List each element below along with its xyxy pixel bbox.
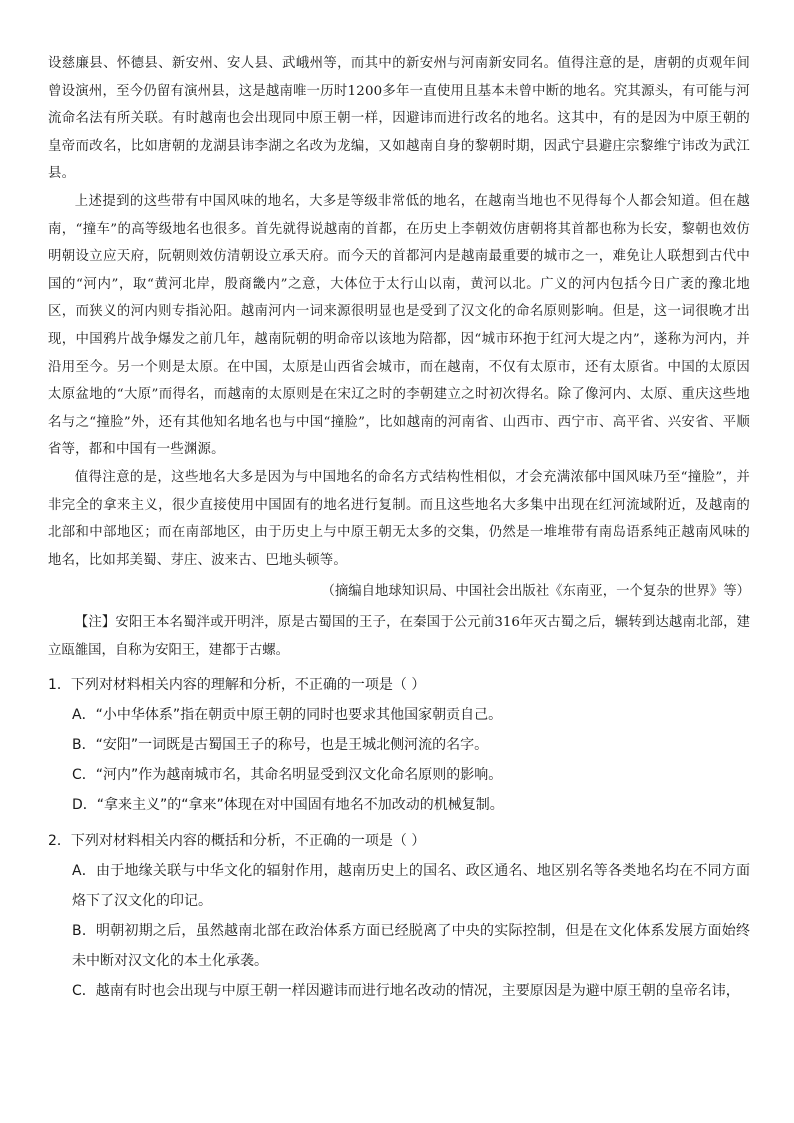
passage-paragraph-2: 上述提到的这些带有中国风味的地名，大多是等级非常低的地名，在越南当地也不见得每个人都会知道。但在越南，“撞车”的高等级地名也很多。首先就得说越南的首都，在历史上李朝效仿唐朝将其首都也称为长安，黎朝也效仿明朝设立应天府，阮朝则效仿清朝设立承天府。而今天的首都河内是越南最重要的城市之一，难免让人联想到古代中国的“河内”，取“黄河北岸，殷商畿内”之意，大体位于太行山以南，黄河以北。广义的河内包括今日广袤的豫北地区，而狭义的河内则专指沁阳。越南河内一词来源很明显也是受到了汉文化的命名原则影响。但是，这一词很晚才出现，中国鸦片战争爆发之前几年，越南阮朝的明命帝以该地为陪都，因“城市环抱于红河大堤之内”，遂称为河内，并沿用至今。另一个则是太原。在中国，太原是山西省会城市，而在越南，不仅有太原市，还有太原省。中国的太原因太原盆地的“大原”而得名，而越南的太原则是在宋辽之时的李朝建立之时初次得名。除了像河内、太原、重庆这些地名与之“撞脸”外，还有其他知名地名也与中国“撞脸”，比如越南的河南省、山西市、西宁市、高平省、兴安省、平顺省等，都和中国有一些渊源。 (48, 193, 750, 458)
question-1 (48, 670, 750, 820)
option-c[interactable]: C．越南有时也会出现与中原王朝一样因避讳而进行地名改动的情况，主要原因是为避中原王朝的皇帝名讳， (72, 983, 740, 1000)
question-stem: 1．下列对材料相关内容的理解和分析，不正确的一项是（ ） (48, 677, 426, 694)
option-b[interactable]: B．明朝初期之后，虽然越南北部在政治体系方面已经脱离了中央的实际控制，但是在文化体系发展方面始终未中断对汉文化的本土化承袭。 (72, 923, 750, 970)
passage-paragraph-3: 值得注意的是，这些地名大多是因为与中国地名的命名方式结构性相似，才会充满浓郁中国风味乃至“撞脸”，并非完全的拿来主义，很少直接使用中国固有的地名进行复制。而且这些地名大多集中出现在红河流域附近，及越南的北部和中部地区；而在南部地区，由于历史上与中原王朝无太多的交集，仍然是一堆堆带有南岛语系纯正越南风味的地名，比如邦美蜀、芽庄、波来古、巴地头顿等。 (48, 469, 750, 568)
passage-note: 【注】安阳王本名蜀泮或开明泮，原是古蜀国的王子，在秦国于公元前316年灭古蜀之后，辗转到达越南北部，建立瓯雒国，自称为安阳王，建都于古螺。 (48, 615, 750, 658)
option-a[interactable]: A．由于地缘关联与中华文化的辐射作用，越南历史上的国名、政区通名、地区别名等各类地名均在不同方面烙下了汉文化的印记。 (72, 863, 750, 910)
option-b[interactable]: B．“安阳”一词既是古蜀国王子的称号，也是王城北侧河流的名字。 (72, 737, 489, 754)
option-a[interactable]: A．“小中华体系”指在朝贡中原王朝的同时也要求其他国家朝贡自己。 (72, 707, 503, 724)
passage-source: （摘编自地球知识局、中国社会出版社《东南亚，一个复杂的世界》等） (321, 584, 750, 600)
question-stem: 2．下列对材料相关内容的概括和分析，不正确的一项是（ ） (48, 833, 426, 850)
option-c[interactable]: C．“河内”作为越南城市名，其命名明显受到汉文化命名原则的影响。 (72, 767, 503, 784)
option-d[interactable]: D．“拿来主义”的“拿来”体现在对中国固有地名不加改动的机械复制。 (72, 797, 504, 814)
question-2 (48, 826, 750, 1006)
reading-passage (48, 50, 750, 664)
passage-paragraph-1: 设慈廉县、怀德县、新安州、安人县、武峨州等，而其中的新安州与河南新安同名。值得注意的是，唐朝的贞观年间曾设演州，至今仍留有演州县，这是越南唯一历时1200多年一直使用且基本未曾中断的地名。究其源头，有可能与河流命名法有所关联。有时越南也会出现同中原王朝一样，因避讳而进行改名的地名。这其中，有的是因为中原王朝的皇帝而改名，比如唐朝的龙湖县讳李湖之名改为龙编，又如越南自身的黎朝时期，因武宁县避庄宗黎维宁讳改为武江县。 (48, 56, 750, 182)
